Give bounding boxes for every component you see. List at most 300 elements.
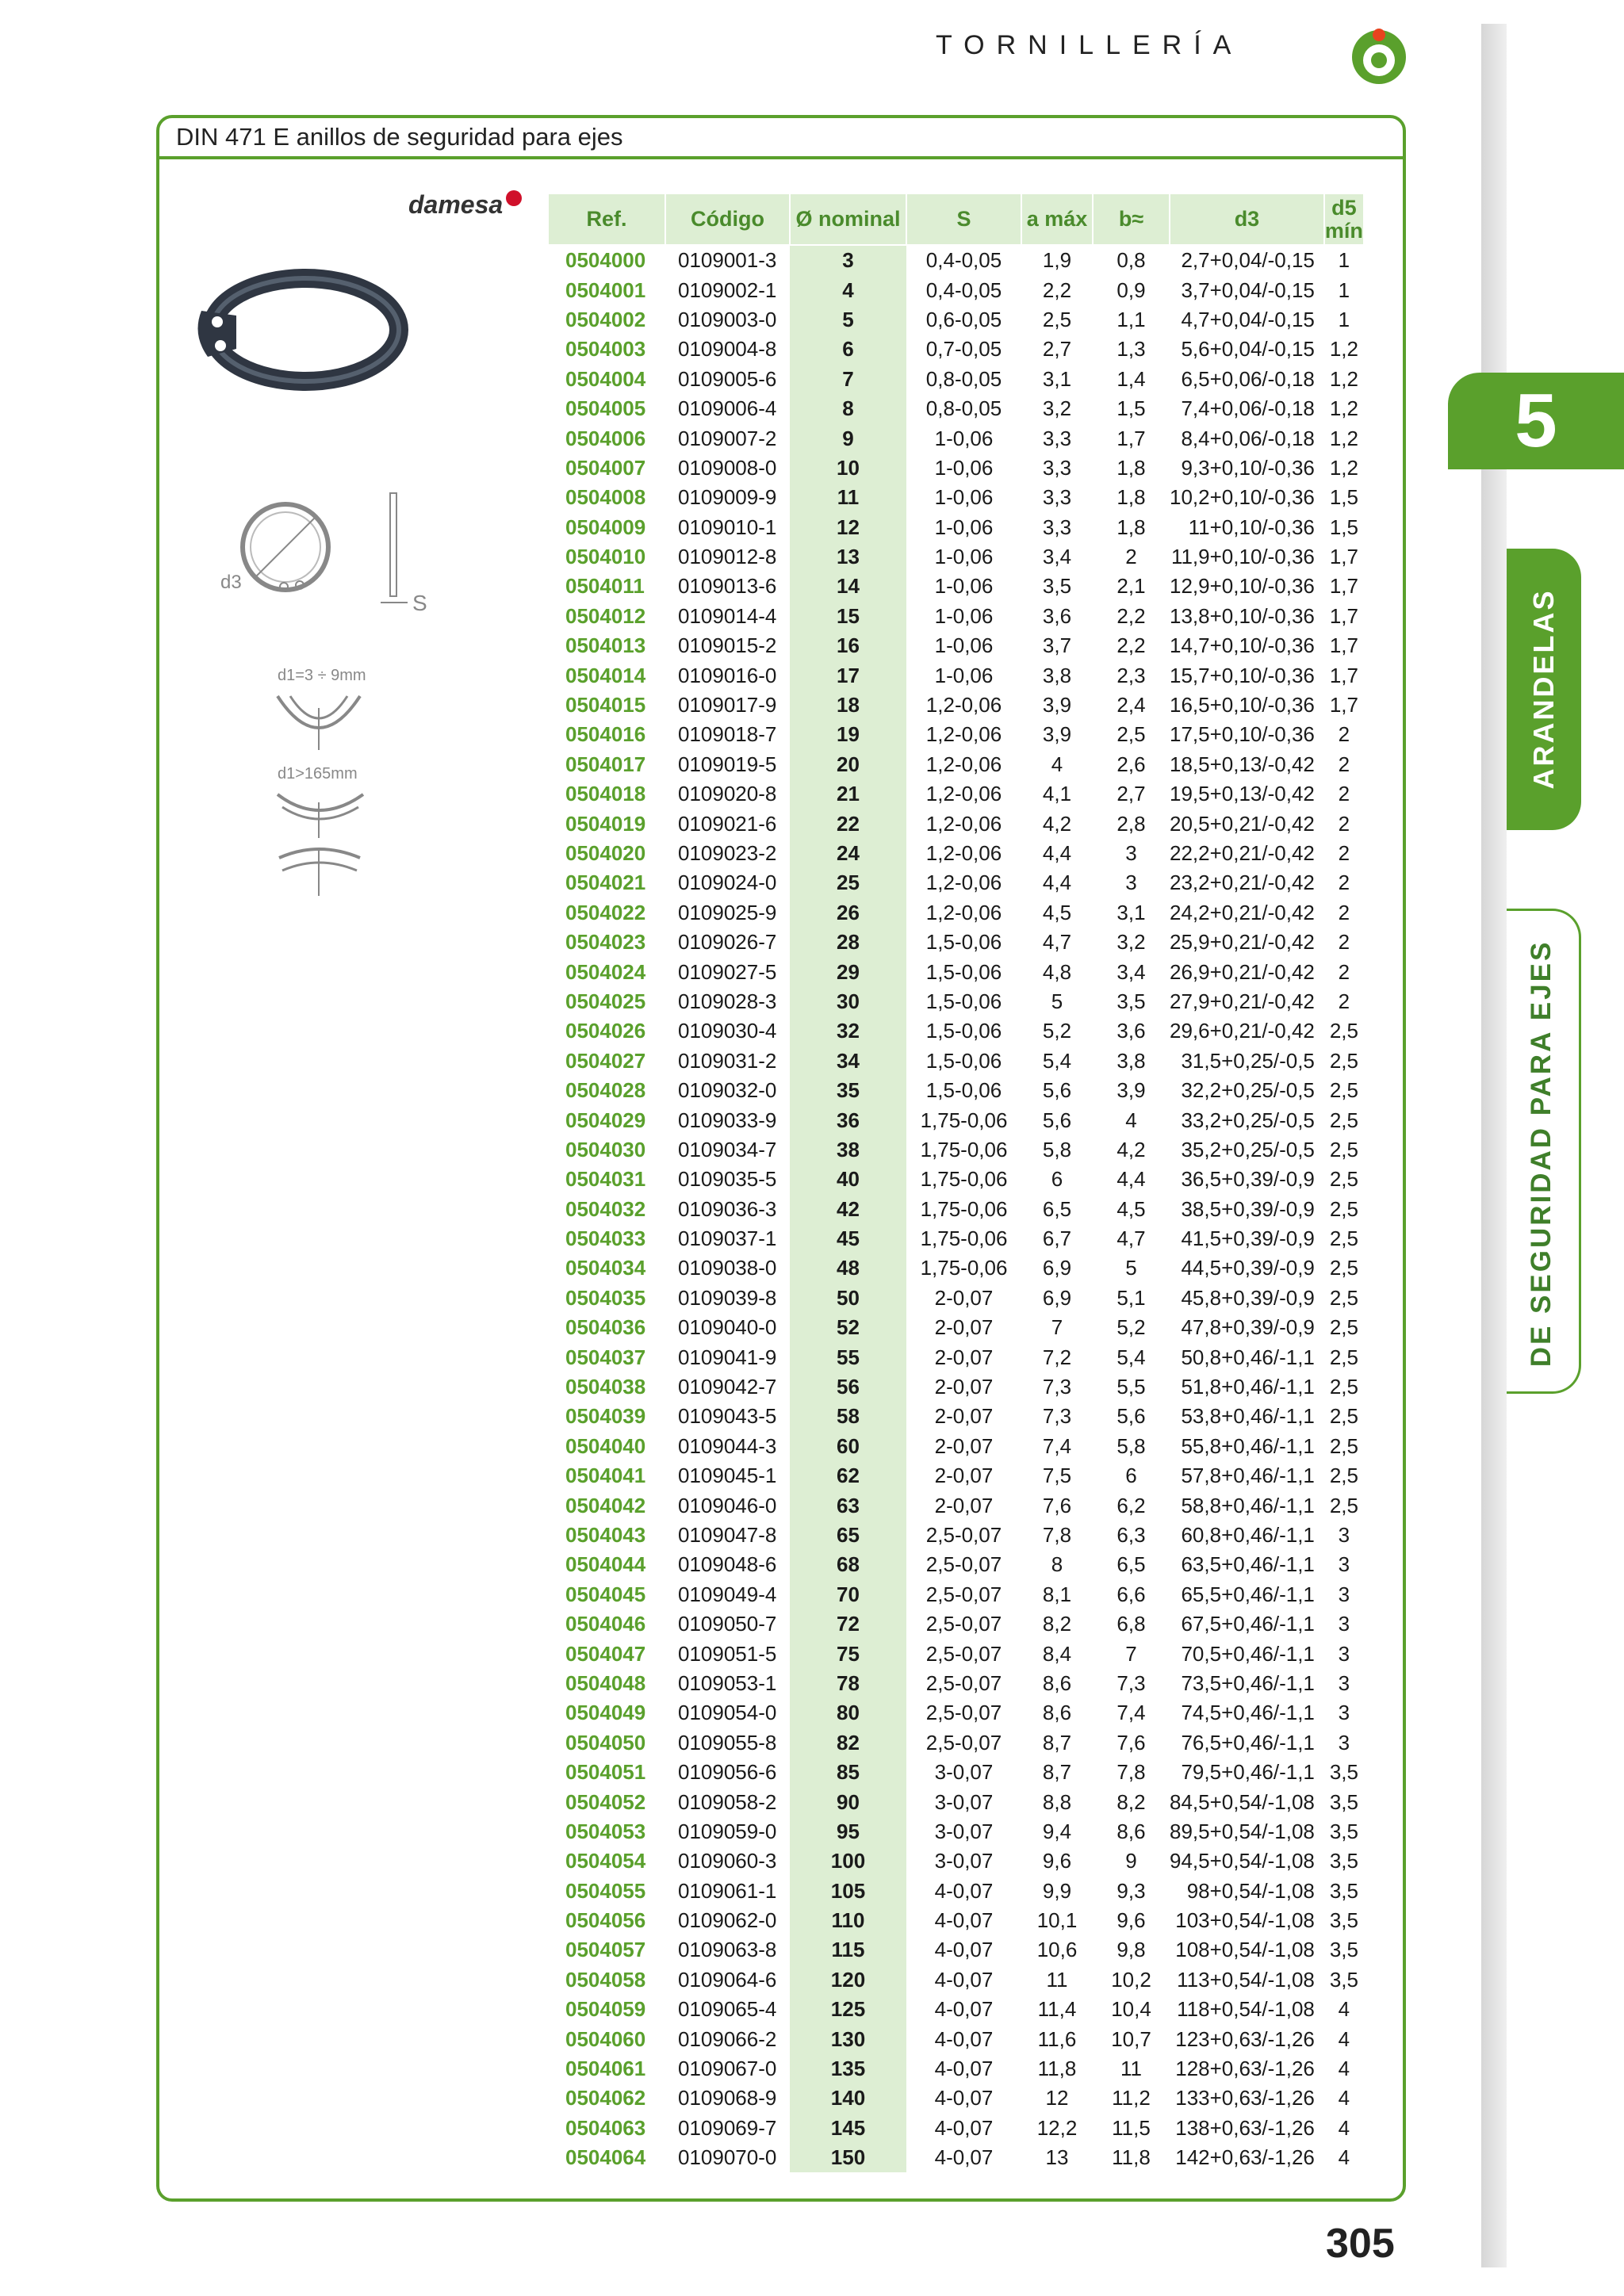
cell-ref: 0504033 — [565, 1226, 646, 1251]
cell-d3: 22,2+0,21/-0,42 — [1170, 841, 1315, 865]
cell-ref: 0504010 — [565, 545, 646, 569]
s-label: S — [412, 591, 427, 615]
cell-a-max: 3,6 — [1042, 603, 1072, 628]
cell-codigo: 0109037-1 — [678, 1226, 777, 1251]
cell-ref: 0504048 — [565, 1670, 646, 1695]
cell-codigo: 0109045-1 — [678, 1464, 777, 1488]
cell-ref: 0504018 — [565, 782, 646, 806]
cell-d5-min: 3 — [1338, 1522, 1350, 1547]
table-row — [548, 423, 1364, 453]
table-row — [548, 868, 1364, 897]
cell-codigo: 0109023-2 — [678, 841, 777, 865]
cell-nominal: 8 — [790, 394, 906, 423]
cell-a-max: 12 — [1045, 2086, 1069, 2110]
cell-d3: 133+0,63/-1,26 — [1175, 2086, 1315, 2110]
cell-b: 1,7 — [1116, 426, 1146, 450]
cell-nominal: 115 — [790, 1935, 906, 1965]
cell-b: 2 — [1125, 545, 1137, 569]
table-row — [548, 1521, 1364, 1550]
cell-d3: 76,5+0,46/-1,1 — [1181, 1730, 1315, 1755]
cell-nominal: 19 — [790, 720, 906, 749]
cell-codigo: 0109061-1 — [678, 1878, 777, 1903]
cell-ref: 0504025 — [565, 989, 646, 1013]
cell-codigo: 0109010-1 — [678, 515, 777, 539]
table-row — [548, 1846, 1364, 1876]
cell-b: 3,6 — [1116, 1019, 1146, 1043]
cell-s: 1,75-0,06 — [920, 1196, 1008, 1221]
cell-b: 11,5 — [1112, 2115, 1151, 2140]
cell-ref: 0504006 — [565, 426, 646, 450]
cell-s: 1-0,06 — [934, 455, 994, 480]
cell-nominal: 29 — [790, 957, 906, 986]
cell-nominal: 125 — [790, 1995, 906, 2024]
table-row — [548, 750, 1364, 779]
cell-ref: 0504043 — [565, 1522, 646, 1547]
cell-d3: 63,5+0,46/-1,1 — [1181, 1552, 1315, 1577]
cell-s: 3-0,07 — [934, 1760, 994, 1785]
cell-b: 4,7 — [1116, 1226, 1146, 1251]
cell-d3: 103+0,54/-1,08 — [1175, 1908, 1315, 1933]
cell-a-max: 4,7 — [1042, 930, 1072, 955]
cell-s: 1,2-0,06 — [925, 811, 1002, 836]
table-row — [548, 809, 1364, 838]
catalog-section-title: TORNILLERÍA — [936, 30, 1243, 60]
cell-ref: 0504049 — [565, 1701, 646, 1725]
page-number: 305 — [1326, 2221, 1395, 2267]
cell-d5-min: 2 — [1338, 871, 1350, 895]
cell-b: 5,6 — [1116, 1404, 1146, 1429]
cell-s: 2-0,07 — [934, 1375, 994, 1399]
cell-d5-min: 1,2 — [1329, 366, 1358, 391]
cell-ref: 0504027 — [565, 1048, 646, 1073]
cell-nominal: 55 — [790, 1342, 906, 1372]
table-row — [548, 1580, 1364, 1609]
cell-d3: 10,2+0,10/-0,36 — [1170, 485, 1315, 510]
cell-d3: 29,6+0,21/-0,42 — [1170, 1019, 1315, 1043]
cell-a-max: 8,8 — [1042, 1789, 1072, 1814]
table-row — [548, 839, 1364, 868]
table-header-row — [548, 193, 1364, 245]
cell-nominal: 95 — [790, 1817, 906, 1846]
cell-d5-min: 3 — [1338, 1582, 1350, 1606]
cell-s: 2-0,07 — [934, 1404, 994, 1429]
cell-d5-min: 1,5 — [1329, 515, 1358, 539]
cell-d3: 12,9+0,10/-0,36 — [1170, 574, 1315, 599]
cell-codigo: 0109053-1 — [678, 1670, 777, 1695]
cell-nominal: 130 — [790, 2024, 906, 2053]
cell-a-max: 9,9 — [1042, 1878, 1072, 1903]
cell-ref: 0504011 — [565, 574, 645, 599]
cell-d3: 50,8+0,46/-1,1 — [1181, 1345, 1315, 1369]
cell-b: 6,6 — [1116, 1582, 1146, 1606]
table-row — [548, 1076, 1364, 1105]
ring-dimension-diagram — [214, 485, 452, 620]
cell-d3: 128+0,63/-1,26 — [1175, 2057, 1315, 2081]
cell-d5-min: 3,5 — [1329, 1908, 1358, 1933]
cell-d5-min: 2,5 — [1329, 1137, 1358, 1161]
cell-a-max: 4,4 — [1042, 871, 1072, 895]
cell-ref: 0504030 — [565, 1137, 646, 1161]
cell-nominal: 150 — [790, 2143, 906, 2172]
cell-codigo: 0109059-0 — [678, 1819, 777, 1843]
cell-nominal: 72 — [790, 1609, 906, 1639]
cell-s: 2,5-0,07 — [925, 1552, 1002, 1577]
table-row — [548, 602, 1364, 631]
cell-ref: 0504034 — [565, 1256, 646, 1280]
cell-d3: 60,8+0,46/-1,1 — [1181, 1522, 1315, 1547]
cell-d5-min: 3 — [1338, 1730, 1350, 1755]
specifications-table — [547, 193, 1365, 2172]
cell-ref: 0504058 — [565, 1967, 646, 1992]
cell-a-max: 3,7 — [1042, 633, 1072, 658]
cell-codigo: 0109033-9 — [678, 1108, 777, 1132]
cell-s: 0,8-0,05 — [925, 366, 1002, 391]
cell-d3: 89,5+0,54/-1,08 — [1170, 1819, 1315, 1843]
cell-nominal: 21 — [790, 779, 906, 809]
cell-nominal: 62 — [790, 1461, 906, 1490]
table-row — [548, 365, 1364, 394]
table-row — [548, 631, 1364, 660]
cell-d3: 19,5+0,13/-0,42 — [1170, 782, 1315, 806]
cell-d5-min: 3 — [1338, 1641, 1350, 1666]
cell-s: 1-0,06 — [934, 663, 994, 687]
cell-b: 4,5 — [1116, 1196, 1146, 1221]
subsection-tab-label: DE SEGURIDAD PARA EJES — [1526, 939, 1557, 1368]
brand-mark-icon — [506, 190, 522, 206]
cell-b: 11,2 — [1112, 2086, 1151, 2110]
cell-codigo: 0109060-3 — [678, 1849, 777, 1873]
cell-a-max: 6,9 — [1042, 1285, 1072, 1310]
table-row — [548, 1432, 1364, 1461]
cell-b: 4,4 — [1116, 1167, 1146, 1192]
cell-b: 7 — [1125, 1641, 1137, 1666]
small-ring-detail-diagram — [262, 664, 389, 753]
header-a-max: a máx — [1021, 193, 1093, 245]
cell-codigo: 0109051-5 — [678, 1641, 777, 1666]
cell-s: 1,5-0,06 — [925, 930, 1002, 955]
cell-nominal: 42 — [790, 1195, 906, 1224]
cell-d3: 65,5+0,46/-1,1 — [1181, 1582, 1315, 1606]
cell-codigo: 0109003-0 — [678, 307, 777, 331]
cell-s: 4-0,07 — [934, 1878, 994, 1903]
cell-s: 2,5-0,07 — [925, 1641, 1002, 1666]
cell-b: 3 — [1125, 841, 1137, 865]
table-row — [548, 1135, 1364, 1165]
cell-s: 2,5-0,07 — [925, 1701, 1002, 1725]
cell-codigo: 0109064-6 — [678, 1967, 777, 1992]
cell-a-max: 3,2 — [1042, 396, 1072, 421]
cell-codigo: 0109017-9 — [678, 693, 777, 718]
product-title: DIN 471 E anillos de seguridad para ejes — [176, 123, 623, 151]
cell-nominal: 13 — [790, 542, 906, 572]
cell-nominal: 34 — [790, 1047, 906, 1076]
cell-d5-min: 2,5 — [1329, 1019, 1358, 1043]
cell-d3: 45,8+0,39/-0,9 — [1181, 1285, 1315, 1310]
cell-d5-min: 2 — [1338, 959, 1350, 984]
cell-s: 1,2-0,06 — [925, 900, 1002, 924]
cell-ref: 0504015 — [565, 693, 646, 718]
cell-d5-min: 2 — [1338, 811, 1350, 836]
cell-b: 11 — [1120, 2057, 1142, 2081]
cell-d5-min: 1,7 — [1329, 545, 1358, 569]
cell-a-max: 13 — [1045, 2145, 1069, 2170]
cell-d3: 36,5+0,39/-0,9 — [1181, 1167, 1315, 1192]
cell-a-max: 4,2 — [1042, 811, 1072, 836]
cell-d5-min: 3,5 — [1329, 1967, 1358, 1992]
cell-s: 4-0,07 — [934, 1997, 994, 2022]
header-s: S — [906, 193, 1021, 245]
cell-d3: 35,2+0,25/-0,5 — [1181, 1137, 1315, 1161]
cell-d5-min: 3,5 — [1329, 1878, 1358, 1903]
table-row — [548, 1758, 1364, 1787]
cell-ref: 0504000 — [565, 248, 646, 273]
cell-a-max: 6,5 — [1042, 1196, 1072, 1221]
cell-b: 3,5 — [1116, 989, 1146, 1013]
cell-a-max: 8,4 — [1042, 1641, 1072, 1666]
cell-d5-min: 2 — [1338, 722, 1350, 747]
cell-d3: 47,8+0,39/-0,9 — [1181, 1315, 1315, 1340]
cell-codigo: 0109042-7 — [678, 1375, 777, 1399]
cell-a-max: 9,4 — [1042, 1819, 1072, 1843]
table-row — [548, 1224, 1364, 1253]
cell-ref: 0504037 — [565, 1345, 646, 1369]
cell-b: 9 — [1125, 1849, 1137, 1873]
cell-d3: 142+0,63/-1,26 — [1175, 2145, 1315, 2170]
cell-codigo: 0109014-4 — [678, 603, 777, 628]
cell-s: 4-0,07 — [934, 2145, 994, 2170]
cell-ref: 0504063 — [565, 2115, 646, 2140]
cell-d5-min: 2,5 — [1329, 1433, 1358, 1458]
cell-nominal: 36 — [790, 1105, 906, 1135]
cell-codigo: 0109067-0 — [678, 2057, 777, 2081]
cell-nominal: 7 — [790, 365, 906, 394]
table-row — [548, 1817, 1364, 1846]
cell-a-max: 2,7 — [1042, 337, 1072, 362]
cell-codigo: 0109015-2 — [678, 633, 777, 658]
cell-b: 2,8 — [1116, 811, 1146, 836]
cell-s: 1,5-0,06 — [925, 1078, 1002, 1103]
cell-codigo: 0109040-0 — [678, 1315, 777, 1340]
cell-s: 3-0,07 — [934, 1849, 994, 1873]
cell-codigo: 0109036-3 — [678, 1196, 777, 1221]
cell-b: 6,8 — [1116, 1612, 1146, 1636]
cell-nominal: 145 — [790, 2114, 906, 2143]
table-row — [548, 1402, 1364, 1431]
cell-b: 7,6 — [1116, 1730, 1146, 1755]
cell-b: 3,9 — [1116, 1078, 1146, 1103]
cell-d5-min: 4 — [1338, 2057, 1350, 2081]
cell-a-max: 4 — [1051, 752, 1063, 776]
cell-d3: 16,5+0,10/-0,36 — [1170, 693, 1315, 718]
table-row — [548, 779, 1364, 809]
cell-nominal: 40 — [790, 1165, 906, 1194]
cell-d5-min: 1,7 — [1329, 633, 1358, 658]
cell-codigo: 0109032-0 — [678, 1078, 777, 1103]
cell-d3: 20,5+0,21/-0,42 — [1170, 811, 1315, 836]
cell-codigo: 0109016-0 — [678, 663, 777, 687]
cell-ref: 0504028 — [565, 1078, 646, 1103]
cell-codigo: 0109065-4 — [678, 1997, 777, 2022]
cell-d3: 79,5+0,46/-1,1 — [1181, 1760, 1315, 1785]
cell-a-max: 11,8 — [1037, 2057, 1077, 2081]
cell-d3: 84,5+0,54/-1,08 — [1170, 1789, 1315, 1814]
cell-nominal: 82 — [790, 1728, 906, 1758]
table-row — [548, 1669, 1364, 1698]
retaining-ring-photo — [190, 255, 420, 398]
cell-nominal: 120 — [790, 1965, 906, 1995]
cell-ref: 0504061 — [565, 2057, 646, 2081]
cell-ref: 0504052 — [565, 1789, 646, 1814]
cell-a-max: 7,2 — [1042, 1345, 1072, 1369]
cell-ref: 0504021 — [565, 871, 646, 895]
cell-codigo: 0109047-8 — [678, 1522, 777, 1547]
table-row — [548, 1728, 1364, 1758]
cell-codigo: 0109034-7 — [678, 1137, 777, 1161]
cell-d3: 41,5+0,39/-0,9 — [1181, 1226, 1315, 1251]
cell-a-max: 4,1 — [1042, 782, 1072, 806]
cell-d5-min: 2 — [1338, 841, 1350, 865]
cell-codigo: 0109058-2 — [678, 1789, 777, 1814]
cell-d5-min: 1,2 — [1329, 426, 1358, 450]
brand-logo — [408, 190, 522, 220]
table-row — [548, 1342, 1364, 1372]
cell-d3: 70,5+0,46/-1,1 — [1181, 1641, 1315, 1666]
cell-ref: 0504047 — [565, 1641, 646, 1666]
cell-d3: 67,5+0,46/-1,1 — [1181, 1612, 1315, 1636]
cell-d3: 57,8+0,46/-1,1 — [1181, 1464, 1315, 1488]
cell-d3: 32,2+0,25/-0,5 — [1181, 1078, 1315, 1103]
cell-b: 6,3 — [1116, 1522, 1146, 1547]
table-row — [548, 1787, 1364, 1816]
table-row — [548, 2024, 1364, 2053]
cell-d5-min: 1,2 — [1329, 337, 1358, 362]
cell-codigo: 0109049-4 — [678, 1582, 777, 1606]
cell-s: 1-0,06 — [934, 485, 994, 510]
cell-codigo: 0109025-9 — [678, 900, 777, 924]
table-row — [548, 720, 1364, 749]
cell-d3: 73,5+0,46/-1,1 — [1181, 1670, 1315, 1695]
cell-s: 1,75-0,06 — [920, 1256, 1008, 1280]
cell-d5-min: 2 — [1338, 782, 1350, 806]
cell-codigo: 0109069-7 — [678, 2115, 777, 2140]
page-edge-strip — [1481, 24, 1507, 2267]
cell-s: 4-0,07 — [934, 2086, 994, 2110]
cell-b: 2,4 — [1116, 693, 1146, 718]
cell-b: 0,8 — [1116, 248, 1146, 273]
table-row — [548, 2054, 1364, 2084]
cell-a-max: 5 — [1051, 989, 1063, 1013]
cell-ref: 0504036 — [565, 1315, 646, 1340]
cell-codigo: 0109062-0 — [678, 1908, 777, 1933]
cell-codigo: 0109021-6 — [678, 811, 777, 836]
table-row — [548, 2114, 1364, 2143]
cell-d3: 17,5+0,10/-0,36 — [1170, 722, 1315, 747]
subsection-tab — [1507, 909, 1581, 1394]
cell-nominal: 16 — [790, 631, 906, 660]
cell-ref: 0504001 — [565, 277, 646, 302]
cell-b: 4 — [1125, 1108, 1137, 1132]
cell-a-max: 8,6 — [1042, 1670, 1072, 1695]
cell-d3: 3,7+0,04/-0,15 — [1181, 277, 1315, 302]
cell-s: 0,4-0,05 — [925, 248, 1002, 273]
cell-codigo: 0109019-5 — [678, 752, 777, 776]
cell-b: 3 — [1125, 871, 1137, 895]
cell-a-max: 3,9 — [1042, 693, 1072, 718]
cell-d5-min: 2 — [1338, 930, 1350, 955]
cell-d3: 26,9+0,21/-0,42 — [1170, 959, 1315, 984]
cell-d5-min: 2,5 — [1329, 1464, 1358, 1488]
cell-s: 1-0,06 — [934, 574, 994, 599]
cell-nominal: 70 — [790, 1580, 906, 1609]
cell-a-max: 8,6 — [1042, 1701, 1072, 1725]
table-row — [548, 1165, 1364, 1194]
cell-d3: 51,8+0,46/-1,1 — [1181, 1375, 1315, 1399]
cell-nominal: 14 — [790, 572, 906, 601]
cell-d3: 55,8+0,46/-1,1 — [1181, 1433, 1315, 1458]
cell-b: 10,7 — [1111, 2026, 1151, 2051]
cell-a-max: 3,9 — [1042, 722, 1072, 747]
cell-d3: 138+0,63/-1,26 — [1175, 2115, 1315, 2140]
cell-nominal: 9 — [790, 423, 906, 453]
cell-codigo: 0109055-8 — [678, 1730, 777, 1755]
table-row — [548, 1550, 1364, 1579]
cell-b: 5,2 — [1116, 1315, 1146, 1340]
table-row — [548, 1698, 1364, 1728]
cell-d5-min: 3 — [1338, 1612, 1350, 1636]
cell-d3: 4,7+0,04/-0,15 — [1181, 307, 1315, 331]
cell-b: 9,3 — [1116, 1878, 1146, 1903]
cell-b: 5,5 — [1116, 1375, 1146, 1399]
cell-d5-min: 1,2 — [1329, 455, 1358, 480]
cell-nominal: 26 — [790, 898, 906, 928]
table-row — [548, 1965, 1364, 1995]
cell-ref: 0504009 — [565, 515, 646, 539]
cell-b: 8,2 — [1116, 1789, 1146, 1814]
header-b: b≈ — [1093, 193, 1170, 245]
cell-codigo: 0109041-9 — [678, 1345, 777, 1369]
cell-s: 1,5-0,06 — [925, 989, 1002, 1013]
cell-d3: 27,9+0,21/-0,42 — [1170, 989, 1315, 1013]
cell-a-max: 4,8 — [1042, 959, 1072, 984]
cell-b: 10,2 — [1111, 1967, 1151, 1992]
cell-codigo: 0109056-6 — [678, 1760, 777, 1785]
cell-d3: 38,5+0,39/-0,9 — [1181, 1196, 1315, 1221]
cell-ref: 0504008 — [565, 485, 646, 510]
cell-nominal: 50 — [790, 1284, 906, 1313]
cell-b: 3,1 — [1116, 900, 1146, 924]
table-row — [548, 542, 1364, 572]
cell-ref: 0504064 — [565, 2145, 646, 2170]
cell-nominal: 25 — [790, 868, 906, 897]
cell-a-max: 7,3 — [1042, 1404, 1072, 1429]
cell-d3: 14,7+0,10/-0,36 — [1170, 633, 1315, 658]
cell-ref: 0504038 — [565, 1375, 646, 1399]
cell-codigo: 0109048-6 — [678, 1552, 777, 1577]
cell-b: 6,2 — [1116, 1493, 1146, 1517]
cell-a-max: 10,1 — [1036, 1908, 1078, 1933]
cell-s: 2,5-0,07 — [925, 1582, 1002, 1606]
cell-ref: 0504055 — [565, 1878, 646, 1903]
cell-d5-min: 1,2 — [1329, 396, 1358, 421]
cell-nominal: 24 — [790, 839, 906, 868]
cell-codigo: 0109031-2 — [678, 1048, 777, 1073]
cell-nominal: 28 — [790, 928, 906, 957]
cell-s: 2-0,07 — [934, 1285, 994, 1310]
cell-ref: 0504003 — [565, 337, 646, 362]
cell-nominal: 10 — [790, 453, 906, 483]
table-row — [548, 1906, 1364, 1935]
cell-d5-min: 2 — [1338, 989, 1350, 1013]
